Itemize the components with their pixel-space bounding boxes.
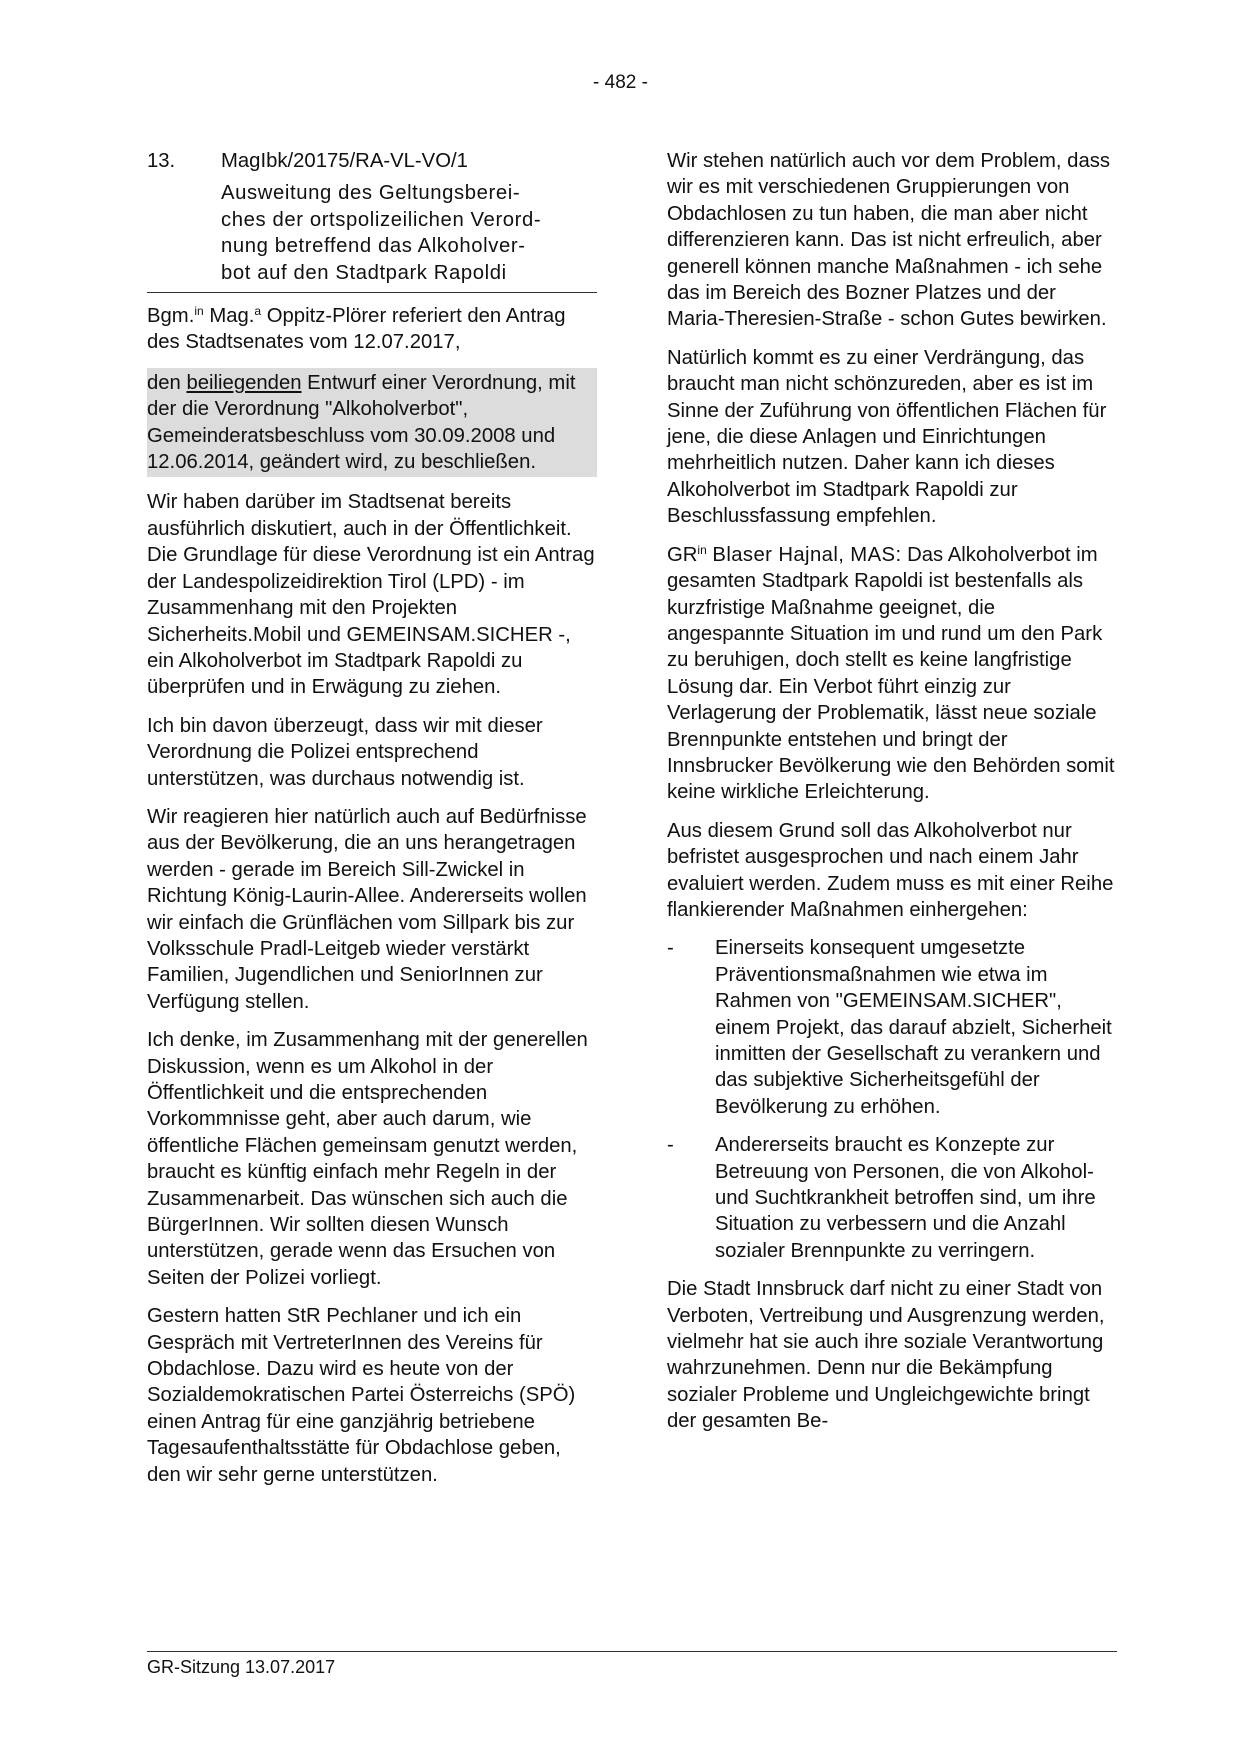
speaker2-prefix: GR (667, 543, 698, 566)
list-item (667, 1132, 1117, 1264)
list-dash: - (667, 937, 674, 960)
footer-text: GR-Sitzung 13.07.2017 (147, 1657, 336, 1677)
speaker2-sup: in (697, 542, 707, 557)
speaker2-name: Blaser Hajnal, MAS: (712, 543, 902, 566)
motion-box (147, 368, 597, 478)
speaker-title: Bgm. (147, 305, 195, 328)
motion-after: Entwurf einer Verordnung, mit der die Verordnung "Alkoholverbot", Gemeinderatsbeschluss vom 30.09.2008 und 12.06.2014, geändert wird, zu beschließen. (147, 371, 576, 474)
right-paragraph: Aus diesem Grund soll das Alkoholverbot nur befristet ausgesprochen und nach einem Jahr evaluiert werden. Zudem muss es mit einer Reihe flankierender Maßnahmen einhergehen: (667, 819, 1114, 921)
motion-before: den (147, 371, 181, 394)
title-line: bot auf den Stadtpark Rapoldi (221, 261, 507, 284)
agenda-item-number: 13. (147, 150, 176, 172)
agenda-item-code: MagIbk/20175/RA-VL-VO/1 (221, 150, 468, 172)
left-paragraph: Ich bin davon überzeugt, dass wir mit dieser Verordnung die Polizei entsprechend unterstützen, was durchaus notwendig ist. (147, 714, 543, 790)
intro-paragraph (147, 303, 597, 356)
title-line: nung betreffend das Alkoholver- (221, 235, 526, 258)
motion-underlined: beiliegenden (186, 371, 302, 394)
list-item-text: Einerseits konsequent umgesetzte Präventionsmaßnahmen wie etwa im Rahmen von "GEMEINSAM.SICHER", einem Projekt, das darauf abzielt, Sicherheit inmitten der Gesellschaft zu verankern und das subjektive Sicherheitsgefühl der Bevölkerung zu erhöhen. (715, 937, 1112, 1118)
speaker-degree-sup: a (254, 304, 262, 319)
agenda-item-header (147, 148, 597, 174)
title-line: Ausweitung des Geltungsberei- (221, 182, 521, 205)
page-number: - 482 - (593, 72, 648, 93)
list-item (667, 935, 1117, 1120)
speaker-degree: Mag. (209, 305, 255, 328)
left-paragraph: Ich denke, im Zusammenhang mit der generellen Diskussion, wenn es um Alkohol in der Öffentlichkeit und die entsprechenden Vorkommnisse geht, aber auch darum, wie öffentliche Flächen gemeinsam genutzt werden, braucht es künftig einfach mehr Regeln in der Zusammenarbeit. Das wünschen sich auch die BürgerInnen. Wir sollten diesen Wunsch unterstützen, gerade wenn das Ersuchen von Seiten der Polizei vorliegt. (147, 1029, 588, 1289)
speaker2-paragraph (667, 542, 1117, 806)
speaker-title-sup: in (194, 304, 204, 319)
list-dash: - (667, 1134, 674, 1157)
right-paragraph: Die Stadt Innsbruck darf nicht zu einer Stadt von Verboten, Vertreibung und Ausgrenzung werden, vielmehr hat sie auch ihre soziale Verantwortung wahrzunehmen. Denn nur die Bekämpfung sozialer Probleme und Ungleichgewichte bringt der gesamten Be- (667, 1278, 1105, 1433)
list-item-text: Andererseits braucht es Konzepte zur Betreuung von Personen, die von Alkohol- und Suchtkrankheit betroffen sind, um ihre Situation zu verbessern und die Anzahl sozialer Brennpunkte zu verringern. (715, 1134, 1096, 1262)
title-line: ches der ortspolizeilichen Verord- (221, 208, 542, 231)
left-paragraph: Wir reagieren hier natürlich auch auf Bedürfnisse aus der Bevölkerung, die an uns herangetragen werden - gerade im Bereich Sill-Zwickel in Richtung König-Laurin-Allee. Andererseits wollen wir einfach die Grünflächen vom Sillpark bis zur Volksschule Pradl-Leitgeb wieder verstärkt Familien, Jugendlichen und SeniorInnen zur Verfügung stellen. (147, 805, 587, 1013)
intro-text: Oppitz-Plörer referiert den Antrag des Stadtsenates vom 12.07.2017, (147, 305, 566, 354)
agenda-item-title (221, 180, 597, 292)
right-paragraph: Natürlich kommt es zu einer Verdrängung, das braucht man nicht schönzureden, aber es ist im Sinne der Zuführung von öffentlichen Flächen für jene, die diese Anlagen und Einrichtungen mehrheitlich nutzen. Daher kann ich dieses Alkoholverbot im Stadtpark Rapoldi zur Beschlussfassung empfehlen. (667, 346, 1107, 528)
right-column (667, 148, 1117, 1447)
right-paragraph: Wir stehen natürlich auch vor dem Problem, dass wir es mit verschiedenen Gruppierungen von Obdachlosen zu tun haben, die man aber nicht differenzieren kann. Das ist nicht erfreulich, aber generell können manche Maßnahmen - ich sehe das im Bereich des Bozner Platzes und der Maria-Theresien-Straße - schon Gutes bewirken. (667, 150, 1110, 331)
left-column (147, 148, 597, 1500)
left-paragraph: Gestern hatten StR Pechlaner und ich ein Gespräch mit VertreterInnen des Vereins für Obdachlose. Dazu wird es heute von der Sozialdemokratischen Partei Österreichs (SPÖ) einen Antrag für eine ganzjährig betriebene Tagesaufenthaltsstätte für Obdachlose geben, den wir sehr gerne unterstützen. (147, 1305, 576, 1486)
speaker2-text: Das Alkoholverbot im gesamten Stadtpark Rapoldi ist bestenfalls als kurzfristige Maßnahme geeignet, die angespannte Situation im und rund um den Park zu beruhigen, doch stellt es keine langfristige Lösung dar. Ein Verbot führt einzig zur Verlagerung der Problematik, lässt neue soziale Brennpunkte entstehen und bringt der Innsbrucker Bevölkerung wie den Behörden somit keine wirkliche Erleichterung. (667, 543, 1115, 804)
left-paragraph: Wir haben darüber im Stadtsenat bereits ausführlich diskutiert, auch in der Öffentlichkeit. Die Grundlage für diese Verordnung ist ein Antrag der Landespolizeidirektion Tirol (LPD) - im Zusammenhang mit den Projekten Sicherheits.Mobil und GEMEINSAM.SICHER -, ein Alkoholverbot im Stadtpark Rapoldi zu überprüfen und in Erwägung zu ziehen. (147, 491, 595, 699)
footer-divider (147, 1651, 1117, 1652)
title-divider (147, 292, 597, 293)
